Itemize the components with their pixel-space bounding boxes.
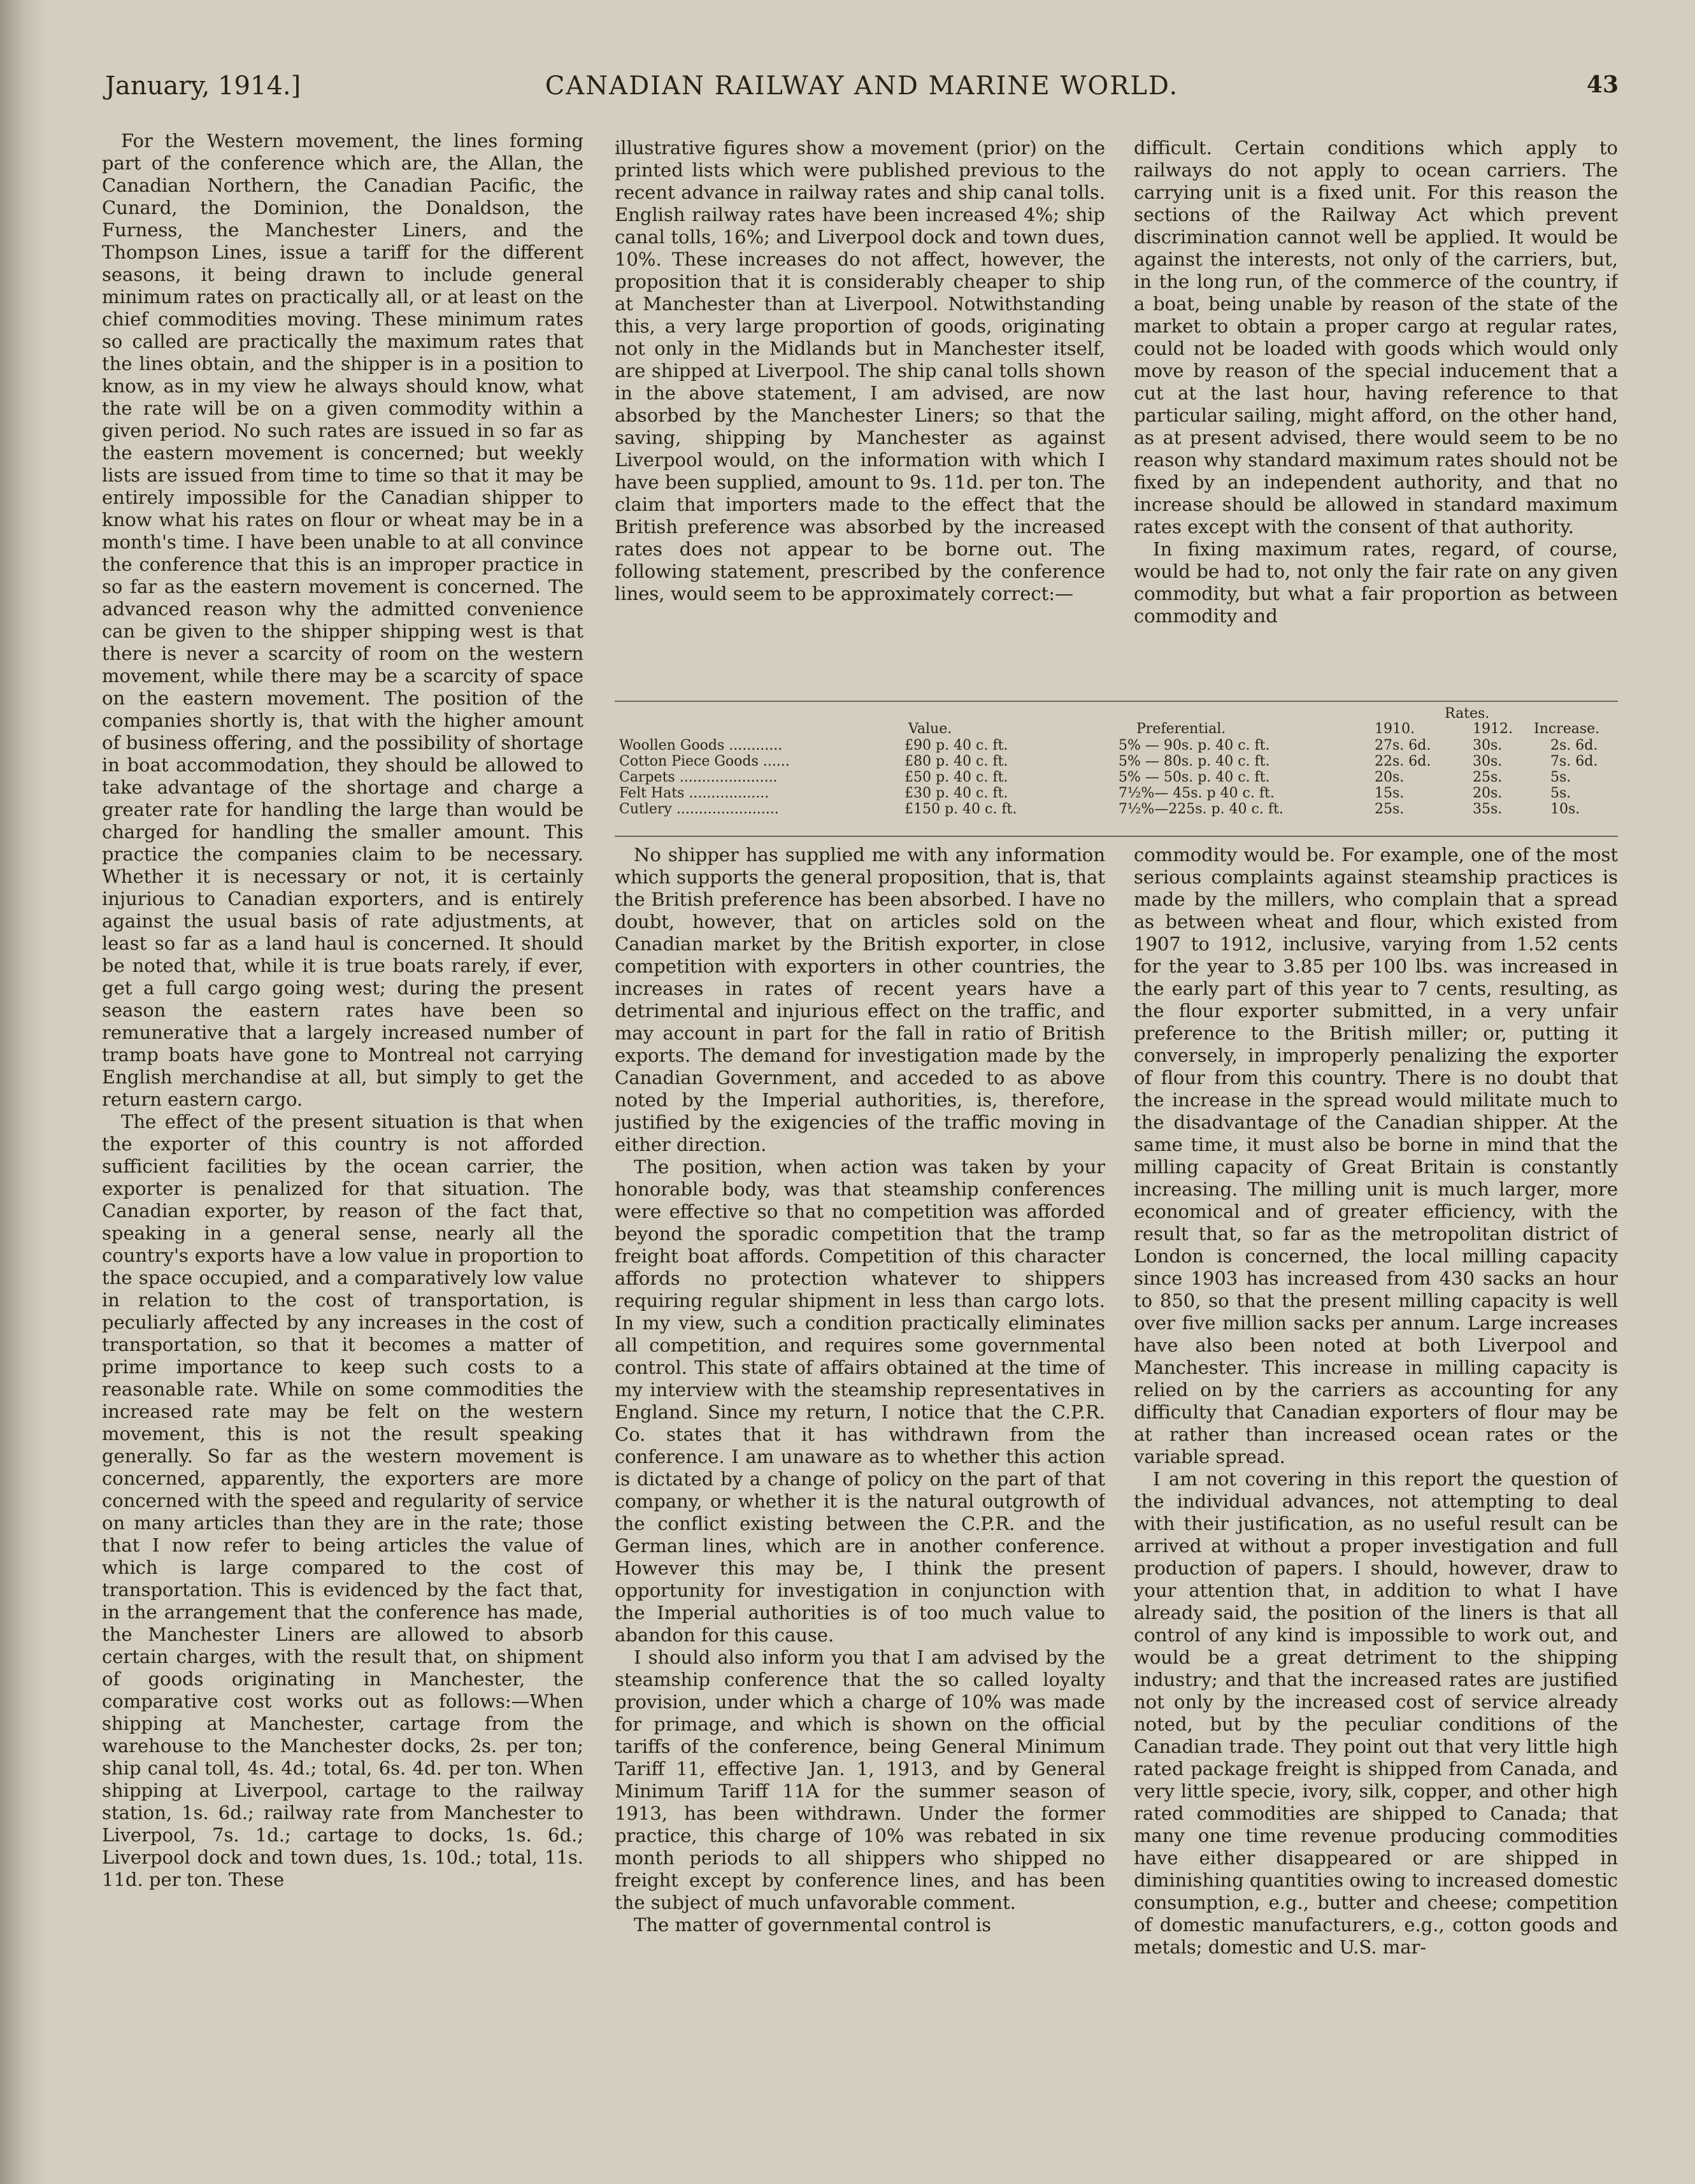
table-cell-item: Carpets ...................... xyxy=(619,769,778,785)
table-cell-item: Cutlery ....................... xyxy=(619,801,779,817)
table-cell-item: Cotton Piece Goods ...... xyxy=(619,753,790,769)
table-cell-1912: 20s. xyxy=(1473,785,1503,801)
table-cell-1912: 30s. xyxy=(1473,753,1503,769)
table-cell-value: £80 p. 40 c. ft. xyxy=(905,753,1008,769)
table-cell-value: £30 p. 40 c. ft. xyxy=(905,785,1008,801)
header-increase: Increase. xyxy=(1534,721,1600,737)
table-cell-preferential: 5% — 80s. p. 40 c. ft. xyxy=(1119,753,1270,769)
issue-date: January, 1914.] xyxy=(105,71,301,101)
table-top-rule xyxy=(615,701,1618,702)
table-cell-1910: 27s. 6d. xyxy=(1375,738,1431,753)
table-cell-increase: 7s. 6d. xyxy=(1550,753,1598,769)
page-number: 43 xyxy=(1586,71,1619,98)
paragraph: commodity would be. For example, one of the most serious complaints against steamship practices is made by the millers, who complain that a spread as between wheat and flour, which existed from 1907 to 1912, inclusive, varying from 1.52 cents for the year to 3.85 per 100 lbs. was increased in the early part of this year to 7 cents, resulting, as the flour exporter submitted, in a very unfair preference to the British miller; or, putting it conversely, in improperly penalizing the exporter of flour from this country. There is no doubt that the increase in the spread would militate much to the disadvantage of the Canadian shipper. At the same time, it must also be borne in mind that the milling capacity of Great Britain is constantly increasing. The milling unit is much larger, more economical and of greater efficiency, with the result that, so far as the metropolitan district of London is concerned, the local milling capacity since 1903 has increased from 430 sacks an hour to 850, so that the present milling capacity is well over five million sacks per annum. Large increases have also been noted at both Liverpool and Manchester. This increase in milling capacity is relied on by the carriers as accounting for any difficulty that Canadian exporters of flour may be at rather than increased ocean rates or the variable spread. xyxy=(1134,844,1618,1467)
publication-title: CANADIAN RAILWAY AND MARINE WORLD. xyxy=(545,71,1179,101)
paragraph: I should also inform you that I am advised by the steamship conference that the so called loyalty provision, under which a charge of 10% was made for primage, and which is shown on the official tariffs of the conference, being General Minimum Tariff 11, effective Jan. 1, 1913, and by General Minimum Tariff 11A for the summer season of 1913, has been withdrawn. Under the former practice, this charge of 10% was rebated in six month periods to all shippers who shipped no freight except by conference lines, and has been the subject of much unfavorable comment. xyxy=(615,1646,1105,1913)
column-3 xyxy=(1134,137,1618,691)
table-cell-1910: 15s. xyxy=(1375,785,1405,801)
header-1910: 1910. xyxy=(1375,721,1415,737)
table-cell-preferential: 5% — 50s. p. 40 c. ft. xyxy=(1119,769,1270,785)
table-cell-preferential: 7½%—225s. p. 40 c. ft. xyxy=(1119,801,1284,817)
page-edge-shadow xyxy=(0,0,45,2184)
column-1 xyxy=(102,130,583,2108)
page-header xyxy=(105,71,1619,116)
column-5 xyxy=(1134,844,1618,2108)
table-cell-value: £50 p. 40 c. ft. xyxy=(905,769,1008,785)
paragraph: For the Western movement, the lines forming part of the conference which are, the Allan, the Canadian Northern, the Canadian Pacific, the Cunard, the Dominion, the Donaldson, the Furness, the Manchester Liners, and the Thompson Lines, issue a tariff for the different seasons, it being drawn to include general minimum rates on practically all, or at least on the chief commodities moving. These minimum rates so called are practically the maximum rates that the lines obtain, and the shipper is in a position to know, as in my view he always should know, what the rate will be on a given commodity within a given period. No such rates are issued in so far as the eastern movement is concerned; but weekly lists are issued from time to time so that it may be entirely impossible for the Canadian shipper to know what his rates on flour or wheat may be in a month's time. I have been unable to at all convince the conference that this is an improper practice in so far as the eastern movement is concerned. The advanced reason why the admitted convenience can be given to the shipper shipping west is that there is never a scarcity of room on the western movement, while there may be a scarcity of space on the eastern movement. The position of the companies shortly is, that with the higher amount of business offering, and the possibility of shortage in boat accommodation, they should be allowed to take advantage of the shortage and charge a greater rate for handling the large than would be charged for handling the smaller amount. This practice the companies claim to be necessary. Whether it is necessary or not, it is certainly injurious to Canadian exporters, and is entirely against the usual basis of rate adjustments, at least so far as a land haul is concerned. It should be noted that, while it is true boats rarely, if ever, get a full cargo going west; during the present season the eastern rates have been so remunerative that a largely increased number of tramp boats have gone to Montreal not carrying English merchandise at all, but simply to get the return eastern cargo. xyxy=(102,130,583,1110)
rates-table xyxy=(619,706,1618,833)
paragraph: In fixing maximum rates, regard, of course, would be had to, not only the fair rate on any given commodity, but what a fair proportion as between commodity and xyxy=(1134,538,1618,627)
table-cell-preferential: 5% — 90s. p. 40 c. ft. xyxy=(1119,738,1270,753)
table-cell-1912: 30s. xyxy=(1473,738,1503,753)
paragraph: illustrative figures show a movement (prior) on the printed lists which were published previous to the recent advance in railway rates and ship canal tolls. English railway rates have been increased 4%; ship canal tolls, 16%; and Liverpool dock and town dues, 10%. These increases do not affect, however, the proposition that it is considerably cheaper to ship at Manchester than at Liverpool. Notwithstanding this, a very large proportion of goods, originating not only in the Midlands but in Manchester itself, are shipped at Liverpool. The ship canal tolls shown in the above statement, I am advised, are now absorbed by the Manchester Liners; so that the saving, shipping by Manchester as against Liverpool would, on the information with which I have been supplied, amount to 9s. 11d. per ton. The claim that importers made to the effect that the British preference was absorbed by the increased rates does not appear to be borne out. The following statement, prescribed by the conference lines, would seem to be approximately correct:— xyxy=(615,137,1105,604)
paragraph: difficult. Certain conditions which apply to railways do not apply to ocean carriers. The carrying unit is a fixed unit. For this reason the sections of the Railway Act which prevent discrimination cannot well be applied. It would be against the interests, not only of the carriers, but, in the long run, of the commerce of the country, if a boat, being unable by reason of the state of the market to obtain a proper cargo at regular rates, could not be loaded with goods which would only move by reason of the special inducement that a cut at the last hour, having reference to that particular sailing, might afford, on the other hand, as at present advised, there would seem to be no reason why standard maximum rates should not be fixed by an independent authority, and that no increase should be allowed in standard maximum rates except with the consent of that authority. xyxy=(1134,137,1618,538)
table-cell-item: Felt Hats .................. xyxy=(619,785,769,801)
header-preferential: Preferential. xyxy=(1136,721,1226,737)
table-cell-1910: 25s. xyxy=(1375,801,1405,817)
table-cell-increase: 2s. 6d. xyxy=(1550,738,1598,753)
header-value: Value. xyxy=(908,721,952,737)
paragraph: I am not covering in this report the question of the individual advances, not attempting to deal with their justification, as no useful result can be arrived at without a proper investigation and full production of papers. I should, however, draw to your attention that, in addition to what I have already said, the position of the liners is that all control of any kind is impossible to work out, and would be a great detriment to the shipping industry; and that the increased rates are justified not only by the increased cost of service already noted, but by the peculiar conditions of the Canadian trade. They point out that very little high rated package freight is shipped from Canada, and very little specie, ivory, silk, copper, and other high rated commodities are shipped to Canada; that many one time revenue producing commodities have either disappeared or are shipped in diminishing quantities owing to increased domestic consumption, e.g., butter and cheese; competition of domestic manufacturers, e.g., cotton goods and metals; domestic and U.S. mar- xyxy=(1134,1468,1618,1958)
table-cell-1910: 22s. 6d. xyxy=(1375,753,1431,769)
table-cell-1912: 25s. xyxy=(1473,769,1503,785)
table-cell-increase: 5s. xyxy=(1550,785,1571,801)
paragraph: The position, when action was taken by your honorable body, was that steamship conferences were effective so that no competition was afforded beyond the sporadic competition that the tramp freight boat affords. Competition of this character affords no protection whatever to shippers requiring regular shipment in less than cargo lots. In my view, such a condition practically eliminates all competition, and requires some governmental control. This state of affairs obtained at the time of my interview with the steamship representatives in England. Since my return, I notice that the C.P.R. Co. states that it has withdrawn from the conference. I am unaware as to whether this action is dictated by a change of policy on the part of that company, or whether it is the natural outgrowth of the conflict existing between the C.P.R. and the German lines, which are in another conference. However this may be, I think the present opportunity for investigation in conjunction with the Imperial authorities is of too much value to abandon for this cause. xyxy=(615,1156,1105,1646)
column-4 xyxy=(615,844,1105,2108)
table-cell-value: £90 p. 40 c. ft. xyxy=(905,738,1008,753)
paragraph: No shipper has supplied me with any information which supports the general proposition, that is, that the British preference has been absorbed. I have no doubt, however, that on articles sold on the Canadian market by the British exporter, in close competition with exporters in other countries, the increases in rates of recent years have a detrimental and injurious effect on the traffic, and may account in part for the fall in ratio of British exports. The demand for investigation made by the Canadian Government, and acceded to as above noted by the Imperial authorities, is, therefore, justified by the exigencies of the traffic moving in either direction. xyxy=(615,844,1105,1155)
table-cell-value: £150 p. 40 c. ft. xyxy=(905,801,1017,817)
paragraph: The matter of governmental control is xyxy=(634,1914,992,1936)
table-bottom-rule xyxy=(615,836,1618,837)
column-2 xyxy=(615,137,1105,685)
header-1912: 1912. xyxy=(1473,721,1513,737)
rates-heading: Rates. xyxy=(1445,706,1490,722)
table-cell-1910: 20s. xyxy=(1375,769,1405,785)
table-cell-increase: 10s. xyxy=(1550,801,1580,817)
table-cell-item: Woollen Goods ............ xyxy=(619,738,783,753)
table-cell-preferential: 7½%— 45s. p 40 c. ft. xyxy=(1119,785,1275,801)
table-cell-1912: 35s. xyxy=(1473,801,1503,817)
paragraph: The effect of the present situation is that when the exporter of this country is not afforded sufficient facilities by the ocean carrier, the exporter is penalized for that situation. The Canadian exporter, by reason of the fact that, speaking in a general sense, nearly all the country's exports have a low value in proportion to the space occupied, and a comparatively low value in relation to the cost of transportation, is peculiarly affected by any increases in the cost of transportation, so that it becomes a matter of prime importance to keep such costs to a reasonable rate. While on some commodities the increased rate may be felt on the western movement, this is not the result speaking generally. So far as the western movement is concerned, apparently, the exporters are more concerned with the speed and regularity of service on many articles than they are in the rate; those that I now refer to being articles the value of which is large compared to the cost of transportation. This is evidenced by the fact that, in the arrangement that the conference has made, the Manchester Liners are allowed to absorb certain charges, with the result that, on shipment of goods originating in Manchester, the comparative cost works out as follows:—When shipping at Manchester, cartage from the warehouse to the Manchester docks, 2s. per ton; ship canal toll, 4s. 4d.; total, 6s. 4d. per ton. When shipping at Liverpool, cartage to the railway station, 1s. 6d.; railway rate from Manchester to Liverpool, 7s. 1d.; cartage to docks, 1s. 6d.; Liverpool dock and town dues, 1s. 10d.; total, 11s. 11d. per ton. These xyxy=(102,1111,583,1890)
table-cell-increase: 5s. xyxy=(1550,769,1571,785)
